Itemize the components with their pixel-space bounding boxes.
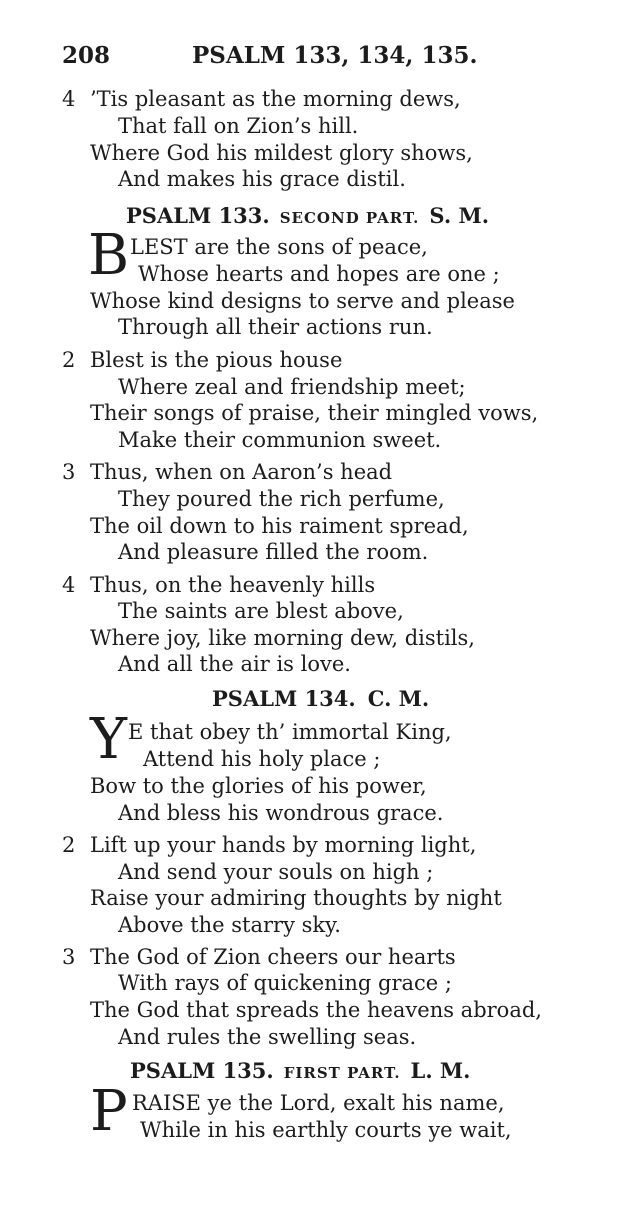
verse-line: Make their communion sweet. [118, 428, 442, 452]
verse-line: Their songs of praise, their mingled vows, [90, 401, 539, 425]
page-number: 208 [62, 42, 111, 69]
verse-line: Raise your admiring thoughts by night [90, 886, 502, 910]
stanza-number: 2 [62, 833, 76, 857]
verse-line: RAISE ye the Lord, exalt his name, [132, 1091, 505, 1115]
stanza-number: 4 [62, 87, 76, 111]
verse-line: LEST are the sons of peace, [130, 235, 428, 259]
verse-line: ’Tis pleasant as the morning dews, [90, 87, 461, 111]
psalm-heading [130, 1058, 471, 1083]
drop-cap: P [90, 1079, 128, 1144]
verse-line: Through all their actions run. [118, 315, 433, 339]
verse-line: Whose hearts and hopes are one ; [138, 262, 500, 286]
verse-line: Blest is the pious house [90, 348, 343, 372]
psalm-heading-meter: C. M. [367, 686, 430, 711]
verse-line: And rules the swelling seas. [118, 1025, 417, 1049]
verse-line: Attend his holy place ; [143, 747, 381, 771]
verse-line: The God of Zion cheers our hearts [90, 945, 456, 969]
verse-line: While in his earthly courts ye wait, [140, 1118, 512, 1142]
verse-line: Lift up your hands by morning light, [90, 833, 477, 857]
psalm-heading-part: SECOND PART. [279, 209, 420, 227]
verse-line: And send your souls on high ; [118, 860, 434, 884]
verse-line: Thus, on the heavenly hills [90, 573, 376, 597]
psalm-heading [126, 203, 489, 228]
stanza-number: 4 [62, 573, 76, 597]
verse-line: Where joy, like morning dew, distils, [90, 626, 475, 650]
verse-line: The God that spreads the heavens abroad, [90, 998, 542, 1022]
verse-line: With rays of quickening grace ; [118, 971, 452, 995]
verse-line: They poured the rich perfume, [118, 487, 445, 511]
stanza-number: 3 [62, 460, 76, 484]
verse-line: Thus, when on Aaron’s head [90, 460, 393, 484]
psalm-heading-main: PSALM 134. [212, 686, 356, 711]
psalm-heading [212, 686, 429, 711]
verse-line: Where zeal and friendship meet; [118, 375, 466, 399]
drop-cap: B [88, 223, 130, 288]
verse-line: E that obey th’ immortal King, [128, 720, 452, 744]
verse-line: That fall on Zion’s hill. [118, 114, 359, 138]
running-title: PSALM 133, 134, 135. [192, 42, 478, 69]
verse-line: Bow to the glories of his power, [90, 774, 427, 798]
verse-line: And makes his grace distil. [118, 167, 406, 191]
psalm-heading-meter: S. M. [429, 203, 490, 228]
stanza-number: 2 [62, 348, 76, 372]
psalm-heading-main: PSALM 135. [130, 1058, 274, 1083]
verse-line: Whose kind designs to serve and please [90, 289, 515, 313]
verse-line: The saints are blest above, [118, 599, 404, 623]
drop-cap: Y [90, 707, 127, 772]
psalm-heading-main: PSALM 133. [126, 203, 270, 228]
psalm-heading-part: FIRST PART. [283, 1064, 401, 1082]
stanza-number: 3 [62, 945, 76, 969]
verse-line: And pleasure filled the room. [118, 540, 429, 564]
verse-line: Where God his mildest glory shows, [90, 141, 473, 165]
verse-line: And all the air is love. [118, 652, 351, 676]
verse-line: And bless his wondrous grace. [118, 801, 444, 825]
psalm-heading-meter: L. M. [410, 1058, 471, 1083]
verse-line: The oil down to his raiment spread, [90, 514, 469, 538]
verse-line: Above the starry sky. [118, 913, 341, 937]
